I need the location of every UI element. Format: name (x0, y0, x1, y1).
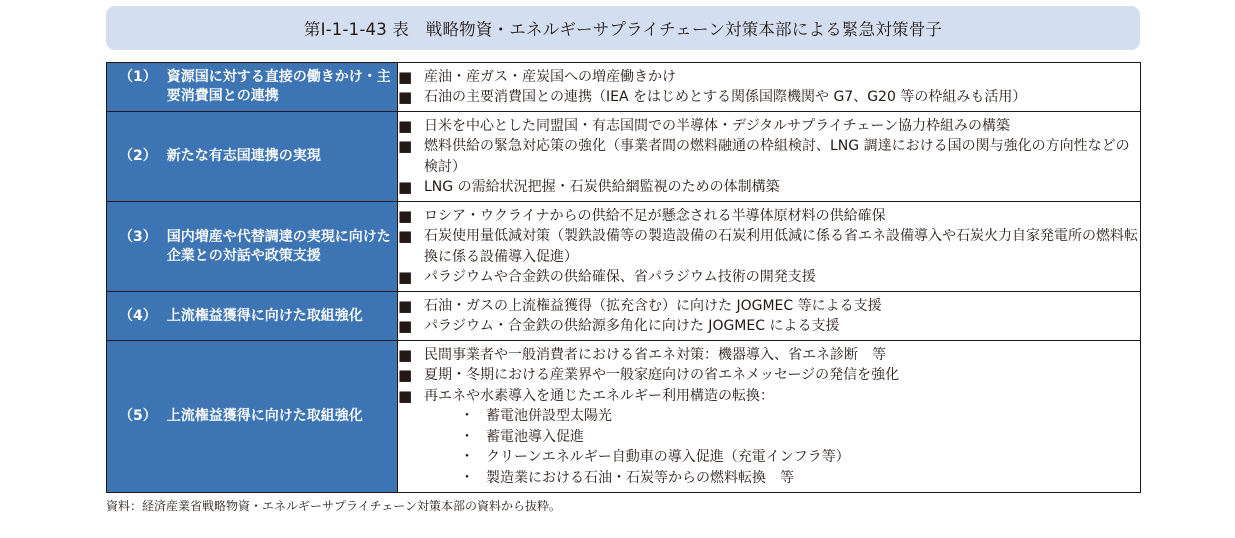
list-item: ■ パラジウムや合金鉄の供給確保、省パラジウム技術の開発支援 (398, 268, 816, 286)
table-row (107, 63, 1141, 112)
bullet-icon: ■ (398, 206, 413, 225)
list-item: ■ 日米を中心とした同盟国・有志国間での半導体・デジタルサプライチェーン協力枠組みの構築 (398, 116, 1011, 135)
bullet-icon: ■ (398, 116, 413, 135)
category-cell (107, 63, 398, 112)
bullet-icon: ■ (398, 88, 413, 106)
table-row (107, 341, 1141, 493)
source-note: 資料：経済産業省戦略物資・エネルギーサプライチェーン対策本部の資料から抜粋。 (106, 499, 562, 513)
category-cell (107, 292, 398, 341)
bullet-icon: ■ (398, 345, 413, 364)
list-item: ■ 再エネや水素導入を通じたエネルギー利用構造の転換： (398, 386, 774, 405)
list-item: ■ ロシア・ウクライナからの供給不足が懸念される半導体原材料の供給確保 (398, 206, 886, 225)
bullet-icon: ■ (398, 366, 413, 385)
table-row (107, 292, 1141, 341)
items-cell (398, 63, 1141, 112)
dot-icon: ・ (460, 408, 474, 425)
category-number: （4） (119, 307, 157, 324)
policy-table (106, 62, 1141, 493)
category-label: 資源国に対する直接の働きかけ・主要消費国との連携 (166, 69, 391, 104)
category-label: 新たな有志国連携の実現 (166, 148, 321, 164)
sub-list-item: ・ クリーンエネルギー自動車の導入促進（充電インフラ等） (398, 447, 1140, 468)
items-cell (398, 341, 1141, 493)
category-label: 上流権益獲得に向けた取組強化 (166, 408, 363, 424)
sub-list-item: ・ 蓄電池導入促進 (398, 427, 1140, 448)
category-label: 国内増産や代替調達の実現に向けた企業との対話や政策支援 (166, 228, 391, 264)
bullet-icon: ■ (398, 296, 413, 315)
dot-icon: ・ (460, 449, 474, 466)
list-item: ■ パラジウム・合金鉄の供給源多角化に向けた JOGMEC による支援 (398, 317, 840, 335)
category-cell (107, 112, 398, 202)
category-number: （1） (119, 69, 157, 85)
bullet-icon: ■ (398, 67, 413, 86)
dot-icon: ・ (460, 469, 474, 486)
list-item: ■ 石油の主要消費国との連携（IEA をはじめとする関係国際機関や G7、G20 等の枠組みも活用） (398, 88, 1027, 106)
items-cell (398, 202, 1141, 292)
table-row (107, 112, 1141, 202)
table-row (107, 202, 1141, 292)
list-item: ■ 民間事業者や一般消費者における省エネ対策：機器導入、省エネ診断 等 (398, 345, 886, 364)
bullet-icon: ■ (398, 227, 413, 245)
items-cell (398, 112, 1141, 202)
sub-list-item: ・ 製造業における石油・石炭等からの燃料転換 等 (398, 468, 1140, 489)
category-cell (107, 341, 398, 493)
list-item: ■ 産油・産ガス・産炭国への増産働きかけ (398, 67, 676, 86)
bullet-icon: ■ (398, 268, 413, 286)
list-item: ■ 石炭使用量低減対策（製鉄設備等の製造設備の石炭利用低減に係る省エネ設備導入や石炭火力自家発電所の燃料転換に係る設備導入促進） (398, 226, 1140, 267)
category-number: （3） (119, 228, 157, 245)
category-cell (107, 202, 398, 292)
bullet-icon: ■ (398, 317, 413, 335)
list-item: ■ LNG の需給状況把握・石炭供給網監視のための体制構築 (398, 178, 780, 196)
sub-list-item: ・ 蓄電池併設型太陽光 (398, 406, 1140, 427)
bullet-icon: ■ (398, 386, 413, 405)
list-item: ■ 石油・ガスの上流権益獲得（拡充含む）に向けた JOGMEC 等による支援 (398, 296, 882, 315)
category-number: （5） (119, 408, 157, 424)
table-title: 第Ⅰ-1-1-43 表 戦略物資・エネルギーサプライチェーン対策本部による緊急対策骨子 (106, 6, 1140, 50)
list-item: ■ 燃料供給の緊急対応策の強化（事業者間の燃料融通の枠組検討、LNG 調達における国の関与強化の方向性などの検討） (398, 136, 1140, 177)
bullet-icon: ■ (398, 178, 413, 196)
items-cell (398, 292, 1141, 341)
category-number: （2） (119, 148, 157, 164)
dot-icon: ・ (460, 428, 474, 445)
list-item: ■ 夏期・冬期における産業界や一般家庭向けの省エネメッセージの発信を強化 (398, 366, 900, 385)
category-label: 上流権益獲得に向けた取組強化 (166, 307, 363, 324)
bullet-icon: ■ (398, 137, 413, 155)
